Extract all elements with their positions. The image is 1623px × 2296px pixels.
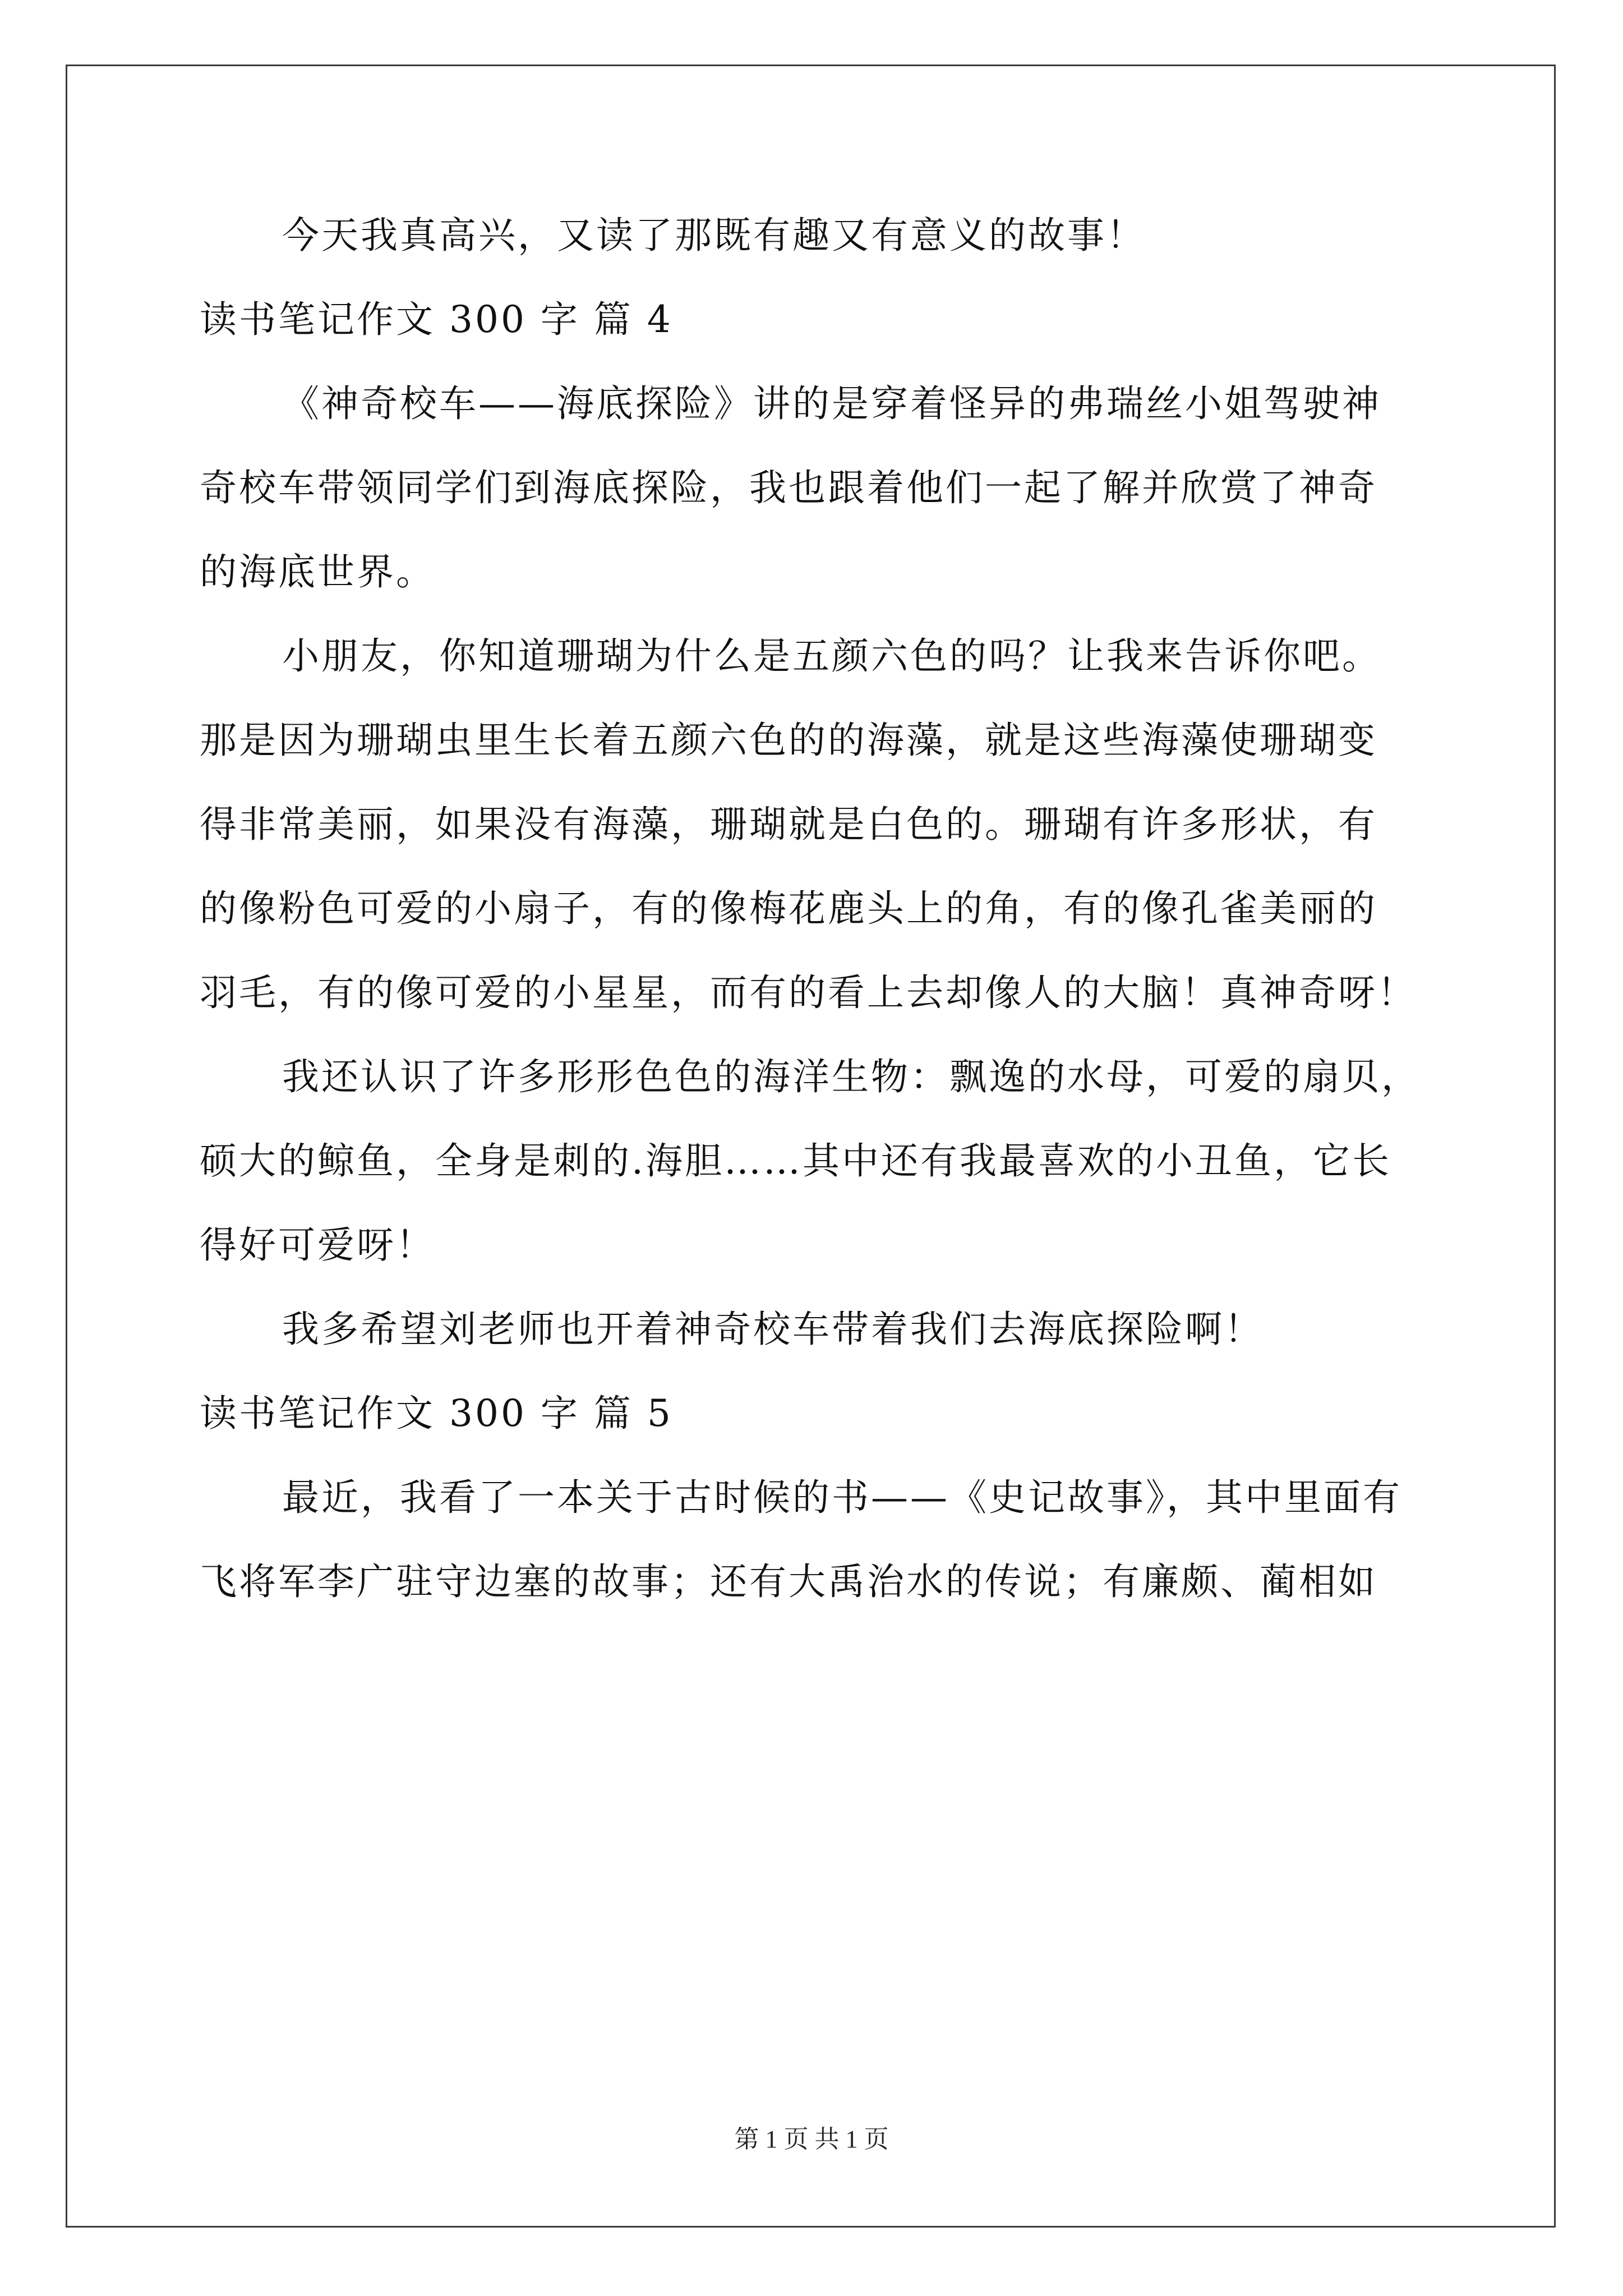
text-line: 那是因为珊瑚虫里生长着五颜六色的的海藻，就是这些海藻使珊瑚变 — [200, 719, 1377, 762]
page-footer: 第 1 页 共 1 页 — [734, 2125, 889, 2153]
text-line: 得好可爱呀！ — [200, 1223, 435, 1267]
section-heading: 读书笔记作文 300 字 篇 4 — [200, 298, 673, 341]
text-line: 今天我真高兴，又读了那既有趣又有意义的故事！ — [282, 214, 1146, 257]
text-line: 奇校车带领同学们到海底探险，我也跟着他们一起了解并欣赏了神奇 — [200, 466, 1377, 509]
text-line: 的海底世界。 — [200, 550, 435, 593]
text-line: 《神奇校车——海底探险》讲的是穿着怪异的弗瑞丝小姐驾驶神 — [282, 382, 1381, 425]
text-line: 最近，我看了一本关于古时候的书——《史记故事》，其中里面有 — [282, 1476, 1402, 1519]
text-line: 飞将军李广驻守边塞的故事；还有大禹治水的传说；有廉颇、蔺相如 — [200, 1560, 1377, 1603]
text-line: 我还认识了许多形形色色的海洋生物：飘逸的水母，可爱的扇贝， — [282, 1055, 1421, 1098]
text-line: 的像粉色可爱的小扇子，有的像梅花鹿头上的角，有的像孔雀美丽的 — [200, 887, 1377, 930]
text-line: 小朋友，你知道珊瑚为什么是五颜六色的吗？让我来告诉你吧。 — [282, 634, 1381, 678]
section-heading: 读书笔记作文 300 字 篇 5 — [200, 1392, 673, 1435]
text-line: 羽毛，有的像可爱的小星星，而有的看上去却像人的大脑！真神奇呀！ — [200, 971, 1417, 1014]
text-line: 我多希望刘老师也开着神奇校车带着我们去海底探险啊！ — [282, 1308, 1264, 1351]
text-line: 得非常美丽，如果没有海藻，珊瑚就是白色的。珊瑚有许多形状，有 — [200, 803, 1377, 846]
text-line: 硕大的鲸鱼，全身是刺的.海胆……其中还有我最喜欢的小丑鱼，它长 — [200, 1139, 1391, 1182]
